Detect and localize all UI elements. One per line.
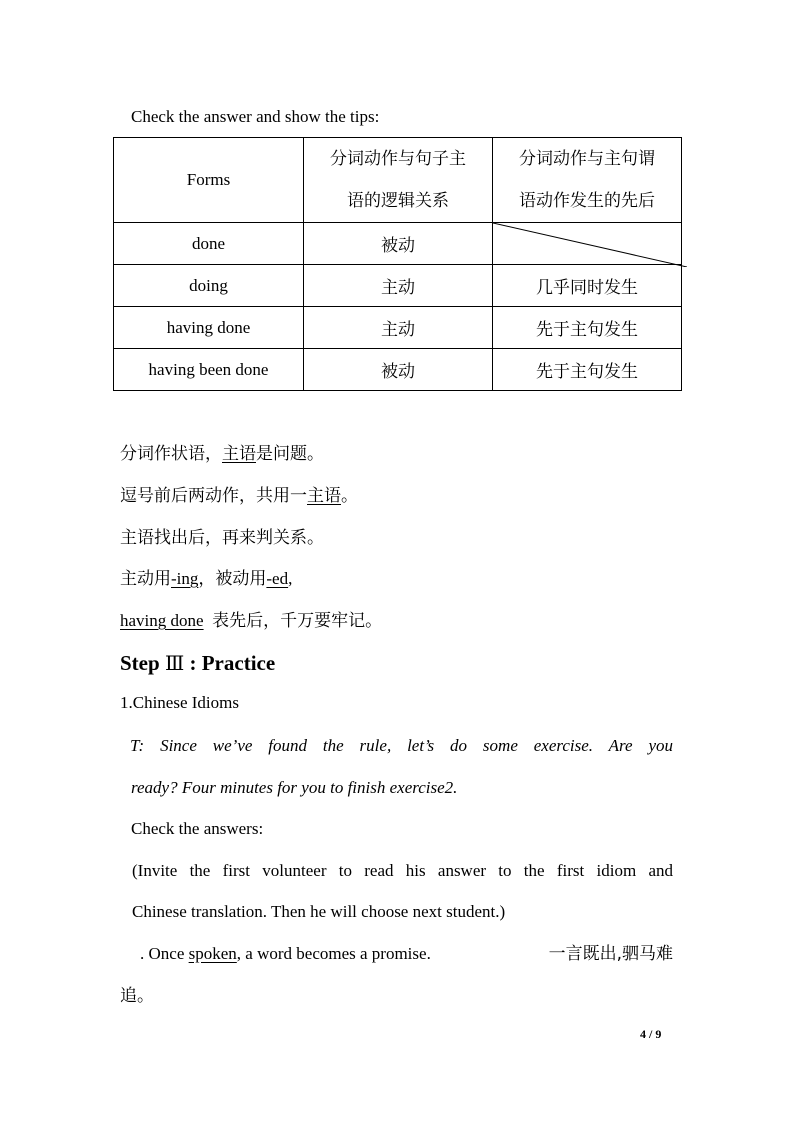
rhyme-line-4 — [120, 568, 292, 590]
cell-form: having been done — [114, 349, 304, 391]
rhyme-line-5 — [120, 610, 382, 632]
cell-order: 几乎同时发生 — [493, 265, 682, 307]
cell-relation: 主动 — [304, 307, 493, 349]
page-number: 4 / 9 — [640, 1027, 662, 1041]
tips-table — [113, 137, 682, 391]
idiom-chinese-cont: 追。 — [120, 986, 154, 1006]
table-row — [114, 265, 682, 307]
rhyme-text: ，被动用 — [198, 569, 267, 589]
table-header-row — [114, 138, 682, 223]
teacher-line-1: T: Since we’ve found the rule, let’s do some exercise. Are you — [130, 736, 673, 755]
rhyme-underline: 主语 — [222, 444, 256, 464]
cell-relation: 主动 — [304, 265, 493, 307]
header-forms: Forms — [114, 138, 304, 223]
rhyme-line-3: 主语找出后，再来判关系。 — [120, 528, 324, 548]
teacher-line-2: ready? Four minutes for you to finish exercise2. — [131, 778, 458, 797]
idiom-underline: spoken — [188, 944, 237, 963]
step-numeral: Ⅲ — [164, 651, 185, 675]
idiom-text: , a word becomes a promise. — [236, 944, 431, 963]
cell-relation: 被动 — [304, 223, 493, 265]
idiom-text: . Once — [140, 944, 185, 963]
check-answers: Check the answers: — [131, 819, 264, 838]
header-order-line1: 分词动作与主句谓 — [519, 149, 655, 169]
header-relation — [304, 138, 493, 223]
header-relation-line1: 分词动作与句子主 — [330, 149, 466, 169]
rhyme-text: 逗号前后两动作，共用一 — [120, 486, 307, 506]
section-heading: 1.Chinese Idioms — [120, 693, 239, 712]
step-label: Step — [120, 651, 160, 675]
cell-order: 先于主句发生 — [493, 349, 682, 391]
rhyme-underline: -ing — [171, 569, 199, 588]
idiom-line — [140, 943, 673, 965]
rhyme-text: 主动用 — [120, 569, 171, 589]
table-row — [114, 223, 682, 265]
rhyme-line-1 — [120, 443, 324, 465]
cell-order: 先于主句发生 — [493, 307, 682, 349]
rhyme-text: 分词作状语， — [120, 444, 222, 464]
table-row — [114, 307, 682, 349]
step-title: : Practice — [189, 651, 276, 675]
cell-form: doing — [114, 265, 304, 307]
rhyme-line-2 — [120, 485, 358, 507]
rhyme-underline: having done — [120, 611, 204, 630]
rhyme-underline: 主语 — [307, 486, 341, 506]
table-row — [114, 349, 682, 391]
rhyme-text: 表先后，千万要牢记。 — [212, 611, 383, 631]
header-order — [493, 138, 682, 223]
rhyme-text: , — [288, 569, 293, 588]
cell-diagonal — [493, 223, 682, 265]
header-order-line2: 语动作发生的先后 — [519, 191, 655, 211]
intro-text: Check the answer and show the tips: — [131, 107, 380, 126]
rhyme-underline: -ed — [266, 569, 289, 588]
diagonal-line — [493, 223, 687, 267]
cell-form: having done — [114, 307, 304, 349]
rhyme-text: 是问题。 — [256, 444, 324, 464]
header-relation-line2: 语的逻辑关系 — [347, 191, 449, 211]
idiom-english — [140, 943, 431, 965]
cell-relation: 被动 — [304, 349, 493, 391]
idiom-chinese: 一言既出,驷马难 — [548, 944, 673, 964]
cell-form: done — [114, 223, 304, 265]
invite-line-1: (Invite the first volunteer to read his answer to the first idiom and — [132, 861, 673, 880]
step-heading — [120, 650, 275, 676]
invite-line-2: Chinese translation. Then he will choose next student.) — [132, 902, 506, 921]
rhyme-text: 。 — [341, 486, 358, 506]
